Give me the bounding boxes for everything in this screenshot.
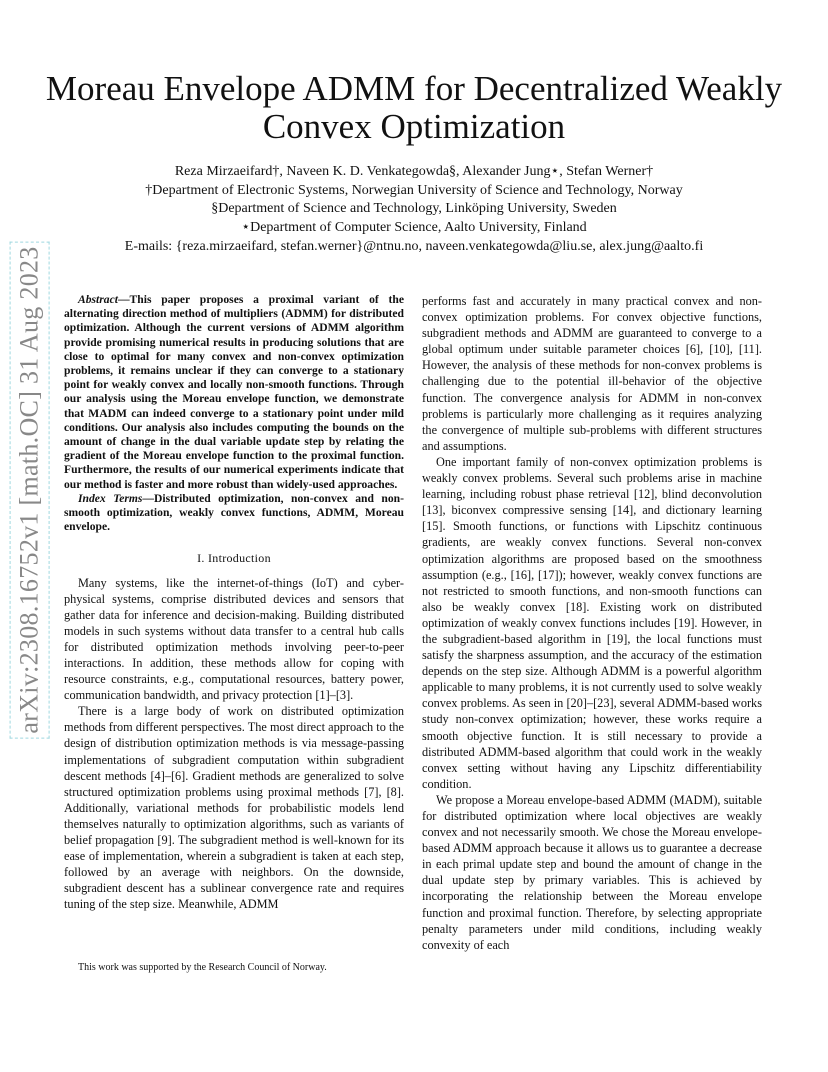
abstract-lead: Abstract bbox=[78, 293, 118, 306]
section-heading-introduction: I. Introduction bbox=[197, 551, 271, 566]
index-terms bbox=[64, 492, 404, 535]
paper-title bbox=[40, 70, 788, 146]
affiliation-ntnu: †Department of Electronic Systems, Norwegian University of Science and Technology, Norway bbox=[145, 182, 683, 198]
left-column bbox=[64, 293, 404, 913]
title-line-2: Convex Optimization bbox=[262, 107, 566, 146]
arxiv-watermark bbox=[10, 230, 50, 750]
intro-paragraph-5: We propose a Moreau envelope-based ADMM (MADM), suitable for distributed optimization where local objectives are weakly convex and not necessarily smooth. We chose the Moreau envelope-based ADMM approach because it allows us to guarantee a decrease in each primal update step and bound the amount of change in the dual update step by primary variables. This is achieved by incorporating the relationship between the Moreau envelope function and proximal function. Therefore, by selecting appropriate penalty parameters under mild conditions, including weakly convexity of each bbox=[422, 792, 762, 952]
author-emails: E-mails: {reza.mirzaeifard, stefan.werner}@ntnu.no, naveen.venkategowda@liu.se, alex.jung@aalto.fi bbox=[124, 238, 704, 254]
abstract-text: —This paper proposes a proximal variant of the alternating direction method of multipliers (ADMM) for distributed optimization. Although the current versions of ADMM algorithm provide promising numerical results in producing solutions that are close to optimal for many convex and non-convex optimization problems, it remains unclear if they can converge to a stationary point for weakly convex and locally non-smooth functions. Through our analysis using the Moreau envelope function, we demonstrate that MADM can indeed converge to a stationary point under mild conditions. Our analysis also includes computing the bounds on the amount of change in the dual variable update step by relating the gradient of the Moreau envelope function to the proximal function. Furthermore, the results of our numerical experiments indicate that our method is faster and more robust than widely-used approaches. bbox=[64, 293, 404, 491]
intro-paragraph-1: Many systems, like the internet-of-things (IoT) and cyber-physical systems, comprise distributed devices and sensors that gather data for inference and decision-making. Building distributed models in such systems without data transfer to a central hub calls for distributed optimization methods involving peer-to-peer interactions. In addition, these methods allow for coping with resource constraints, e.g., computational resources, battery power, communication bandwidth, and privacy protection [1]–[3]. bbox=[64, 575, 404, 703]
arxiv-id[interactable]: arXiv:2308.16752v1 [math.OC] 31 Aug 2023 bbox=[15, 246, 44, 734]
intro-paragraph-4: One important family of non-convex optimization problems is weakly convex problems. Several such problems arise in machine learning, including robust phase retrieval [12], blind deconvolution [13], biconvex compressive sensing [14], and dictionary learning [15]. Smooth functions, or functions with Lipschitz continuous gradients, are weakly convex functions. Several non-convex optimization algorithms are proposed based on the smoothness assumption (e.g., [16], [17]); however, weakly convex functions are not restricted to smooth functions, and non-smooth functions can also be weakly convex [18]. Existing work on distributed optimization of weakly convex functions includes [19]. However, in the subgradient-based algorithm in [19], the local functions must satisfy the sharpness assumption, and the accuracy of the estimation depends on the step size. Although ADMM is a powerful algorithm applicable to many problems, it is not currently used to solve weakly convex problems. As seen in [20]–[23], several ADMM-based works study non-convex optimization; however, these works require a smooth objective function. It is still necessary to provide a distributed ADMM-based algorithm that could work in the weakly convex setting without having any Lipschitz differentiability condition. bbox=[422, 454, 762, 791]
index-text: —Distributed optimization, non-convex and non-smooth optimization, weakly convex functions, ADMM, Moreau envelope. bbox=[64, 491, 404, 534]
affiliation-liu: §Department of Science and Technology, Linköping University, Sweden bbox=[211, 201, 617, 217]
author-names: Reza Mirzaeifard†, Naveen K. D. Venkategowda§, Alexander Jung⋆, Stefan Werner† bbox=[174, 164, 654, 179]
intro-paragraph-3: performs fast and accurately in many practical convex and non-convex optimization problems. For convex objective functions, subgradient methods and ADMM are guaranteed to converge to a global optimum under suitable parameter choices [6], [10], [11]. However, the analysis of these methods for non-convex problems is challenging due to the potential ill-behavior of the objective function. The convergence analysis for ADMM in non-convex problems is particularly more challenging as it requires analyzing the convergence of multiple sub-problems with different structures and assumptions. bbox=[422, 294, 762, 453]
index-lead: Index Terms bbox=[78, 491, 143, 505]
intro-paragraph-2: There is a large body of work on distributed optimization methods from different perspectives. The most direct approach to the design of distribution optimization methods is via message-passing implementations of subgradient computation within subgradient descent methods [4]–[6]. Gradient methods are generalized to solve structured optimization problems using proximal methods [7], [8]. Additionally, variational methods for probabilistic models lend themselves naturally to optimization algorithms, such as variants of belief propagation [9]. The subgradient method is well-known for its ease of implementation, wherein a subgradient is taken at each step, followed by an average with neighbors. On the downside, subgradient descent has a sublinear convergence rate and requires tuning of the step size. Meanwhile, ADMM bbox=[64, 704, 404, 912]
title-line-1: Moreau Envelope ADMM for Decentralized Weakly bbox=[45, 69, 783, 108]
footnote: This work was supported by the Research Council of Norway. bbox=[78, 962, 327, 973]
right-column bbox=[422, 293, 762, 953]
abstract bbox=[64, 293, 404, 492]
author-block bbox=[40, 163, 788, 257]
affiliation-aalto: ⋆Department of Computer Science, Aalto University, Finland bbox=[241, 220, 587, 236]
